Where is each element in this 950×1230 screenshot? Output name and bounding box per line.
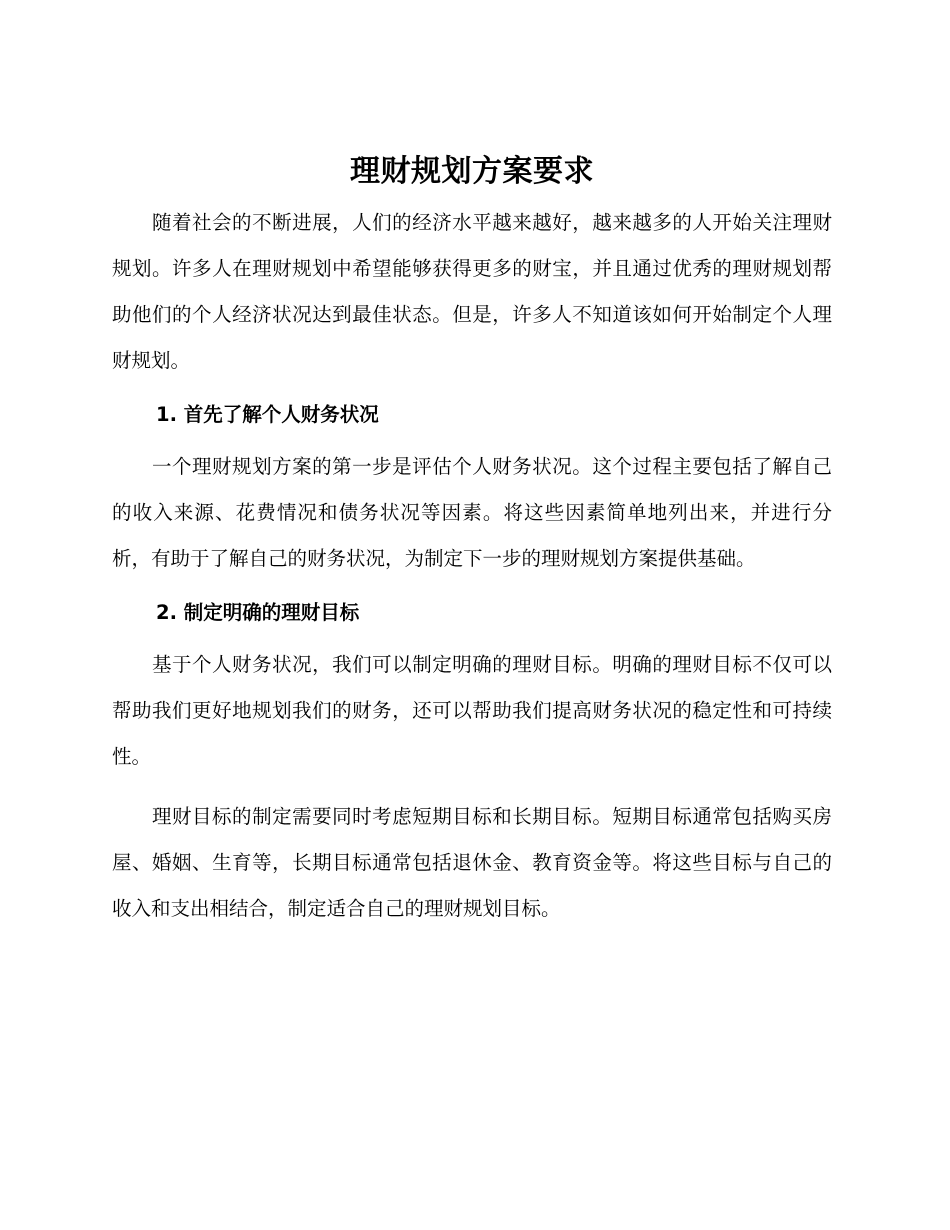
- section-1-paragraph-1: 一个理财规划方案的第一步是评估个人财务状况。这个过程主要包括了解自己的收入来源、花费情况和债务状况等因素。将这些因素简单地列出来，并进行分析，有助于了解自己的财务状况，为制定下一步的理财规划方案提供基础。: [112, 455, 832, 570]
- document-body: [112, 148, 832, 932]
- section-heading-2: 2. 制定明确的理财目标: [156, 601, 360, 624]
- section-2-paragraph-2: 理财目标的制定需要同时考虑短期目标和长期目标。短期目标通常包括购买房屋、婚姻、生育等，长期目标通常包括退休金、教育资金等。将这些目标与自己的收入和支出相结合，制定适合自己的理财规划目标。: [112, 805, 832, 920]
- intro-paragraph: 随着社会的不断进展，人们的经济水平越来越好，越来越多的人开始关注理财规划。许多人在理财规划中希望能够获得更多的财宝，并且通过优秀的理财规划帮助他们的个人经济状况达到最佳状态。但是，许多人不知道该如何开始制定个人理财规划。: [112, 211, 832, 372]
- section-heading-1: 1. 首先了解个人财务状况: [156, 403, 379, 426]
- section-2-paragraph-1: 基于个人财务状况，我们可以制定明确的理财目标。明确的理财目标不仅可以帮助我们更好地规划我们的财务，还可以帮助我们提高财务状况的稳定性和可持续性。: [112, 653, 832, 768]
- document-title: 理财规划方案要求: [350, 154, 594, 189]
